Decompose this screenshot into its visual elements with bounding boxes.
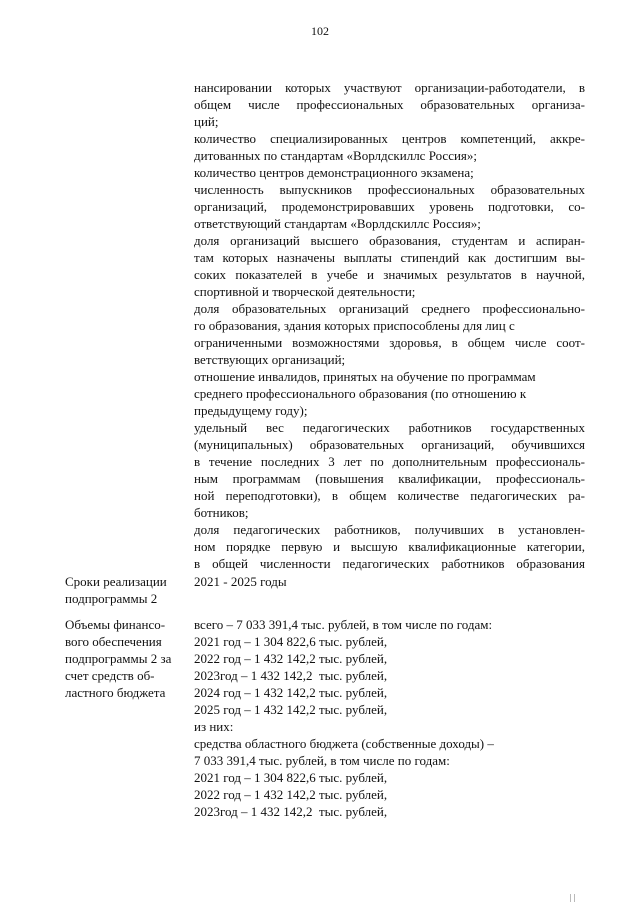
indicator-line: отношение инвалидов, принятых на обучение по программам: [194, 369, 536, 384]
timeline-label: Сроки реализации: [65, 574, 167, 589]
margin-marks: | |: [570, 893, 576, 902]
funding-line: 2022 год – 1 432 142,2 тыс. рублей,: [194, 651, 388, 666]
funding-label: счет средств об-: [65, 668, 155, 683]
indicator-line: ций;: [194, 114, 219, 129]
funding-label: вого обеспечения: [65, 634, 162, 649]
timeline-label: подпрограммы 2: [65, 591, 158, 606]
indicator-line: спортивной и творческой деятельности;: [194, 284, 416, 299]
indicator-line: общем числе профессиональных образовательных организа-: [194, 97, 585, 112]
funding-line: всего – 7 033 391,4 тыс. рублей, в том числе по годам:: [194, 617, 493, 632]
indicator-line: соких показателей в учебе и значимых результатов в научной,: [194, 267, 585, 282]
indicator-line: ном порядке первую и высшую квалификационные категории,: [194, 539, 585, 554]
indicator-line: ботников;: [194, 505, 249, 520]
indicator-line: доля образовательных организаций среднего профессионально-: [194, 301, 585, 316]
page-number: 102: [311, 24, 329, 38]
funding-line: из них:: [194, 719, 234, 734]
indicator-line: количество центров демонстрационного экзамена;: [194, 165, 474, 180]
indicator-line: количество специализированных центров компетенций, аккре-: [194, 131, 585, 146]
indicator-line: там которых назначены выплаты стипендий как достигшим вы-: [194, 250, 585, 265]
funding-label: Объемы финансо-: [65, 617, 166, 632]
funding-line: 2023год – 1 432 142,2 тыс. рублей,: [194, 668, 388, 683]
indicator-line: дитованных по стандартам «Ворлдскиллс Россия»;: [194, 148, 478, 163]
funding-line: средства областного бюджета (собственные доходы) –: [194, 736, 494, 751]
indicator-line: ветствующих организаций;: [194, 352, 346, 367]
indicator-line: в течение последних 3 лет по дополнительным профессиональ-: [194, 454, 585, 469]
indicator-line: доля педагогических работников, получивших в установлен-: [194, 522, 585, 537]
indicator-line: ным программам (повышения квалификации, профессиональ-: [194, 471, 585, 486]
indicator-line: нансировании которых участвуют организации-работодатели, в: [194, 80, 585, 95]
indicator-line: предыдущему году);: [194, 403, 308, 418]
funding-line: 2022 год – 1 432 142,2 тыс. рублей,: [194, 787, 388, 802]
funding-line: 2021 год – 1 304 822,6 тыс. рублей,: [194, 634, 388, 649]
indicator-line: организаций, продемонстрировавших уровень подготовки, со-: [194, 199, 585, 214]
indicator-line: ответствующий стандартам «Ворлдскиллс Россия»;: [194, 216, 481, 231]
indicator-line: в общей численности педагогических работников образования: [194, 556, 585, 571]
indicator-line: го образования, здания которых приспособлены для лиц с: [194, 318, 515, 333]
indicator-line: (муниципальных) образовательных организаций, обучившихся: [194, 437, 585, 452]
funding-line: 2025 год – 1 432 142,2 тыс. рублей,: [194, 702, 388, 717]
indicator-line: численность выпускников профессиональных образовательных: [194, 182, 585, 197]
indicator-line: доля организаций высшего образования, студентам и аспиран-: [194, 233, 585, 248]
indicator-line: среднего профессионального образования (по отношению к: [194, 386, 527, 401]
funding-line: 2023год – 1 432 142,2 тыс. рублей,: [194, 804, 388, 819]
indicator-line: ной переподготовки), в общем количестве педагогических ра-: [194, 488, 585, 503]
indicator-line: удельный вес педагогических работников государственных: [194, 420, 585, 435]
timeline-value: 2021 - 2025 годы: [194, 574, 287, 589]
funding-label: ластного бюджета: [65, 685, 166, 700]
funding-line: 7 033 391,4 тыс. рублей, в том числе по годам:: [194, 753, 450, 768]
funding-label: подпрограммы 2 за: [65, 651, 172, 666]
funding-line: 2021 год – 1 304 822,6 тыс. рублей,: [194, 770, 388, 785]
indicator-line: ограниченными возможностями здоровья, в общем числе соот-: [194, 335, 585, 350]
funding-line: 2024 год – 1 432 142,2 тыс. рублей,: [194, 685, 388, 700]
